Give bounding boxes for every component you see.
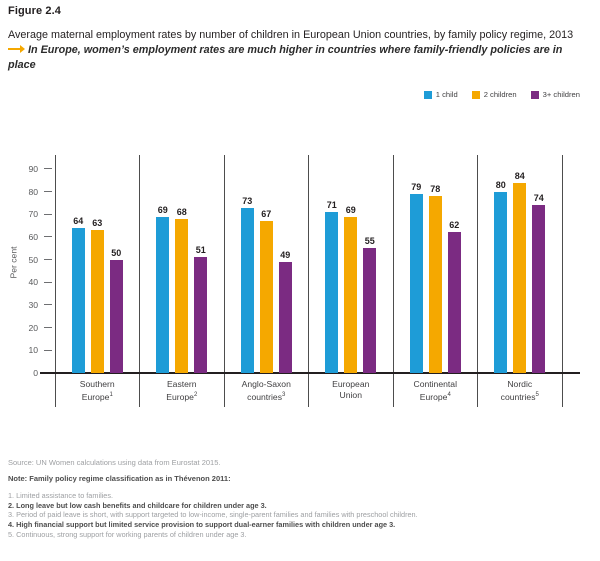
bar-value-label: 64 — [73, 215, 84, 226]
figure-title: Average maternal employment rates by number of children in European Union countries, by family policy regime, 2013 — [8, 29, 574, 41]
legend-label: 3+ children — [542, 90, 580, 99]
category-label: Southern Europe$^1$ — [79, 379, 115, 402]
tick-label: 80 — [28, 186, 38, 197]
figure-number: Figure 2.4 — [8, 5, 61, 17]
tick-mark — [44, 168, 52, 169]
group-separator-line — [224, 155, 225, 407]
category-label: Anglo-Saxon countries$^3$ — [241, 379, 291, 402]
group-separator-line — [477, 155, 478, 407]
bar — [241, 208, 254, 373]
bar — [156, 217, 169, 373]
bar-value-label: 74 — [533, 193, 544, 204]
legend-label: 1 child — [435, 90, 458, 99]
tick-label: 50 — [28, 254, 38, 265]
bar-value-label: 69 — [345, 204, 356, 215]
group-separator-line — [139, 155, 140, 407]
bar-value-label: 84 — [514, 170, 525, 181]
bar — [72, 228, 85, 373]
tick-label: 0 — [33, 368, 38, 378]
y-axis-title: Per cent — [8, 246, 19, 279]
tick-mark — [44, 327, 52, 328]
figure-footer — [8, 458, 594, 540]
bar — [513, 183, 526, 373]
tick-label: 30 — [28, 299, 38, 310]
tick-mark — [44, 214, 52, 215]
group-separator-line — [562, 155, 563, 407]
bar-value-label: 49 — [280, 249, 291, 260]
bar — [194, 257, 207, 373]
source-line: Source: UN Women calculations using data from Eurostat 2015. — [8, 458, 221, 467]
bar-value-label: 71 — [326, 200, 337, 211]
tick-mark — [44, 259, 52, 260]
tick-label: 70 — [28, 209, 38, 220]
bar-value-label: 62 — [449, 220, 460, 231]
group-separator-line — [308, 155, 309, 407]
tick-label: 20 — [28, 322, 38, 333]
tick-label: 10 — [28, 345, 38, 356]
bar — [410, 194, 423, 373]
bar — [91, 230, 104, 373]
bar-value-label: 68 — [176, 206, 187, 217]
bar-value-label: 51 — [195, 245, 206, 256]
legend-label: 2 children — [483, 90, 517, 99]
figure-subtitle-text: In Europe, women’s employment rates are much higher in countries where family-friendly policies are in place — [8, 44, 563, 71]
bar — [175, 219, 188, 373]
footnote-line: 4. High financial support but limited service provision to support dual-earner families with children under age 3. — [8, 520, 396, 530]
tick-mark — [44, 304, 52, 305]
bar-value-label: 50 — [111, 247, 122, 258]
footnote-line: 1. Limited assistance to families. — [8, 491, 114, 500]
bar — [279, 262, 292, 373]
tick-mark — [44, 236, 52, 237]
tick-mark — [44, 350, 52, 351]
bar — [363, 248, 376, 373]
bar-value-label: 69 — [157, 204, 168, 215]
note-line: Note: Family policy regime classification as in Thévenon 2011: — [8, 474, 231, 483]
tick-label: 60 — [28, 231, 38, 242]
group-separator-line — [393, 155, 394, 407]
tick-mark — [44, 191, 52, 192]
bar — [325, 212, 338, 373]
bar — [260, 221, 273, 373]
footnote-line: 2. Long leave but low cash benefits and childcare for children under age 3. — [8, 500, 267, 510]
bar — [448, 232, 461, 373]
category-label: Continental Europe$^4$ — [413, 379, 457, 402]
bar — [110, 260, 123, 373]
bar — [494, 192, 507, 373]
bar-value-label: 55 — [364, 236, 375, 247]
bar-value-label: 67 — [261, 209, 272, 220]
footnote-list — [8, 491, 594, 540]
bar — [344, 217, 357, 373]
tick-label: 90 — [28, 163, 38, 174]
tick-label: 40 — [28, 277, 38, 288]
bar — [429, 196, 442, 373]
bar-value-label: 63 — [92, 218, 103, 229]
bar-value-label: 79 — [411, 181, 422, 192]
tick-mark — [44, 282, 52, 283]
category-label: Eastern Europe$^2$ — [166, 379, 198, 402]
category-label: European Union — [332, 379, 370, 400]
bar — [532, 205, 545, 373]
bar-value-label: 80 — [495, 179, 506, 190]
bar-value-label: 78 — [430, 184, 441, 195]
y-axis-line — [55, 155, 56, 407]
bar-value-label: 73 — [242, 195, 253, 206]
footnote-line: 5. Continuous, strong support for working parents of children under age 3. — [8, 529, 247, 539]
footnote-line: 3. Period of paid leave is short, with support targeted to low-income, single-parent families and families with preschool children. — [8, 510, 418, 520]
category-label: Nordic countries$^5$ — [500, 379, 539, 402]
